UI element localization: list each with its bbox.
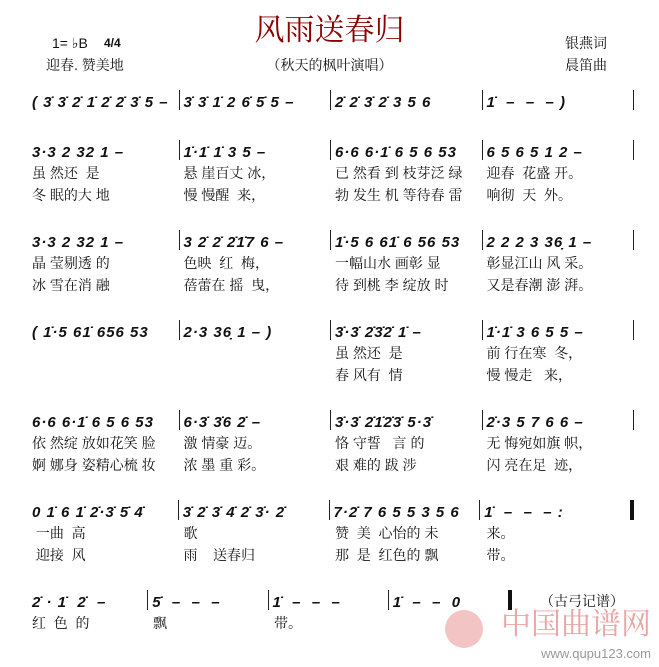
- measure-notes: 6·3̇ 3̇6 2̇ –: [183, 414, 262, 431]
- measure-notes: 0 1̇ 6 1̇ 2̇·3̇ 5̇ 4̇: [32, 504, 144, 521]
- barline: [633, 410, 634, 430]
- lyric-verse-1: 前 行在寒 冬，: [486, 345, 583, 361]
- watermark-name: 中国曲谱网: [501, 607, 651, 642]
- key-signature: 1= ♭B: [52, 35, 88, 51]
- lyric-verse-2: 春 风有 情: [335, 367, 403, 383]
- measure-notes: 1̇·5 6 61̇ 6 56 53: [335, 234, 461, 251]
- lyric-verse-1: [180, 342, 330, 364]
- measure-notes: 2 2 2 3 36̣ 1 –: [486, 234, 593, 251]
- lyric-verse-2: 又是春潮 澎 湃。: [486, 277, 593, 293]
- lyric-verse-1: [483, 112, 633, 134]
- lyric-verse-1: 歌: [183, 525, 198, 541]
- measure-notes: 7·2̇ 7 6 5 5 3 5 6: [333, 504, 460, 521]
- lyric-verse-2: 蓓蕾在 摇 曳，: [183, 277, 280, 293]
- lyric-verse-2: [28, 364, 178, 386]
- measure-notes: 1̇ – – –: [272, 594, 341, 611]
- lyric-verse-2: 那 是 红色的 飘: [335, 547, 439, 563]
- measure-notes: 3̇ 2̇ 3̇ 4̇ 2̇ 3̇· 2̇: [182, 504, 286, 521]
- measure: [28, 234, 179, 252]
- barline: [630, 500, 634, 520]
- lyric-verse-1: 来。: [486, 525, 515, 541]
- song-title: 风雨送春归: [254, 14, 405, 47]
- lyric-verse-1: [331, 112, 481, 134]
- measure-notes: 1̇·1̇ 1̇ 3 5 –: [183, 144, 267, 161]
- measure: [331, 234, 482, 252]
- measure-notes: 2·3 36̣ 1 – ): [183, 324, 273, 341]
- measure-notes: 3·3 2 32 1 –: [32, 234, 125, 251]
- measure: [180, 234, 331, 252]
- measure: [179, 504, 329, 522]
- measure-notes: 1̇ – – – ): [486, 94, 567, 111]
- lyric-verse-1: [28, 112, 178, 134]
- watermark-url: www.qupu123.com: [541, 646, 651, 661]
- time-signature: 4/4: [104, 36, 121, 50]
- lyric-verse-2: 冰 雪在消 融: [32, 277, 110, 293]
- score-system: [28, 138, 634, 206]
- lyricist: 银燕词: [565, 35, 607, 51]
- score-system: [28, 408, 634, 476]
- measure: [330, 504, 480, 522]
- transcriber-note: （古弓记谱）: [540, 593, 624, 609]
- measure-notes: 6·6 6·1̇ 6 5 6 53: [335, 144, 457, 161]
- measure-notes: 3 2̇ 2̇ 2̇1̇7 6 –: [183, 234, 285, 251]
- lyric-verse-2: 冬 眠的大 地: [32, 187, 110, 203]
- tempo-mood: 迎春. 赞美地: [46, 57, 124, 73]
- lyric-verse-1: 激 情豪 迈。: [183, 435, 262, 451]
- measure: [483, 234, 634, 252]
- lyric-verse-1: 晶 莹剔透 的: [32, 255, 110, 271]
- measure-notes: 2̇·3 5 7 6 6 –: [486, 414, 584, 431]
- lyric-verse-1: 飘: [153, 615, 167, 631]
- lyric-verse-1: 虽 然还 是: [32, 165, 100, 181]
- measure: [180, 144, 331, 162]
- lyric-verse-1: 已 然看 到 枝芽泛 绿: [335, 165, 463, 181]
- measure-notes: 6·6 6·1̇ 6 5 6 53: [32, 414, 154, 431]
- lyric-verse-1: 红 色 的: [32, 615, 90, 631]
- lyric-verse-1: 悬 崖百丈 冰，: [183, 165, 276, 181]
- measure: [180, 94, 331, 112]
- lyric-verse-1: 无 悔宛如旗 帜，: [486, 435, 593, 451]
- watermark-logo-icon: [445, 610, 483, 648]
- lyric-verse-1: 一幅山水 画彰 显: [335, 255, 441, 271]
- lyric-verse-1: 依 然绽 放如花笑 脸: [32, 435, 156, 451]
- score-system: [28, 228, 634, 296]
- lyric-verse-1: 恪 守誓 言 的: [335, 435, 425, 451]
- measure: [483, 94, 634, 112]
- measure-notes: 1̇ – – – :: [484, 504, 564, 521]
- measure-notes: 6 5 6 5 1 2 –: [486, 144, 583, 161]
- score-system: [28, 318, 634, 386]
- measure: [28, 324, 179, 342]
- lyric-verse-2: 雨 送春归: [183, 547, 256, 563]
- measure: [28, 504, 178, 522]
- lyric-verse-2: 婀 娜身 姿精心梳 妆: [32, 457, 156, 473]
- composer: 晨笛曲: [565, 57, 607, 73]
- lyric-verse-2: 勃 发生 机 等待春 雷: [335, 187, 463, 203]
- measure: [480, 504, 630, 522]
- lyric-verse-2: 艰 难的 跋 涉: [335, 457, 417, 473]
- measure: [28, 414, 179, 432]
- score-system: [28, 498, 634, 566]
- measure-notes: 1̇·1̇ 3 6 5 5 –: [486, 324, 584, 341]
- measure-notes: 1̇ – – 0: [392, 594, 462, 611]
- measure: [483, 144, 634, 162]
- lyric-verse-1: 虽 然还 是: [335, 345, 403, 361]
- measure: [331, 324, 482, 342]
- lyric-verse-2: 慢 慢走 来，: [486, 367, 573, 383]
- measure: [389, 594, 508, 612]
- measure: [331, 414, 482, 432]
- lyric-verse-1: 彰显江山 风 采。: [486, 255, 593, 271]
- measure: [269, 594, 388, 612]
- barline: [633, 320, 634, 340]
- measure: [331, 144, 482, 162]
- score-system: [28, 588, 512, 656]
- lyric-verse-2: [180, 364, 330, 386]
- song-subtitle: （秋天的枫叶演唱）: [266, 57, 393, 73]
- lyric-verse-1: 色映 红 梅，: [183, 255, 270, 271]
- barline: [633, 140, 634, 160]
- lyric-verse-2: 慢 慢醒 来，: [183, 187, 266, 203]
- lyric-verse-2: 待 到桃 李 绽放 时: [335, 277, 449, 293]
- measure-notes: ( 1̇·5 61̇ 656 53: [32, 324, 149, 341]
- measure: [28, 94, 179, 112]
- barline: [633, 230, 634, 250]
- measure: [483, 414, 634, 432]
- measure-notes: 5̇ – – –: [152, 594, 221, 611]
- measure: [28, 594, 147, 612]
- measure: [483, 324, 634, 342]
- measure-notes: 3̇·3̇ 2̇3̇2̇ 1̇ –: [335, 324, 422, 341]
- measure-notes: 3̇·3̇ 2̇1̇2̇3̇ 5·3̇: [335, 414, 433, 431]
- measure: [180, 324, 331, 342]
- lyric-verse-1: 迎春 花盛 开。: [486, 165, 583, 181]
- measure: [331, 94, 482, 112]
- lyric-verse-1: 一曲 高: [32, 525, 86, 541]
- lyric-verse-2: 浓 墨 重 彩。: [183, 457, 266, 473]
- measure-notes: 3·3 2 32 1 –: [32, 144, 125, 161]
- lyric-verse-2: [149, 634, 269, 656]
- lyric-verse-1: [180, 112, 330, 134]
- measure-notes: 2̇ 2̇ 3̇ 2̇ 3 5 6: [335, 94, 432, 111]
- lyric-verse-1: [28, 342, 178, 364]
- barline: [633, 90, 634, 110]
- measure: [180, 414, 331, 432]
- measure: [148, 594, 267, 612]
- lyric-verse-2: 响彻 天 外。: [486, 187, 573, 203]
- lyric-verse-2: 闪 亮在足 迹，: [486, 457, 583, 473]
- lyric-verse-2: [270, 634, 390, 656]
- lyric-verse-2: 带。: [486, 547, 515, 563]
- measure-notes: 3̇ 3̇ 1̇ 2 6̇ 5̇ 5 –: [183, 94, 295, 111]
- lyric-verse-2: 迎接 风: [32, 547, 86, 563]
- measure-notes: ( 3̇ 3̇ 2̇ 1̇ 2̇ 2̇ 3̇ 5 –: [32, 94, 169, 111]
- lyric-verse-2: [28, 634, 148, 656]
- measure: [28, 144, 179, 162]
- lyric-verse-1: 赞 美 心怡的 未: [335, 525, 439, 541]
- measure-notes: 2̇ · 1̇ 2̇ –: [32, 594, 107, 611]
- lyric-verse-1: 带。: [274, 615, 302, 631]
